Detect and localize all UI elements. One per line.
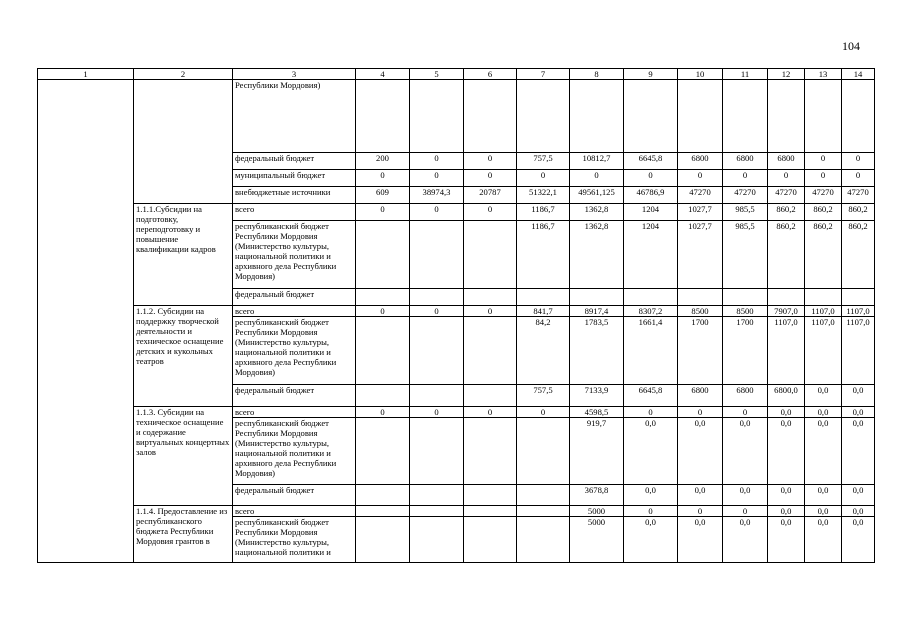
value-cell: 0,0 [842,517,875,563]
value-cell: 0,0 [842,506,875,517]
value-cell [842,80,875,153]
value-cell: 0 [624,170,678,187]
value-cell: 1107,0 [805,306,842,317]
funding-source-cell: всего [233,306,356,317]
funding-source-cell: республиканский бюджет Республики Мордовия (Министерство культуры, национальной политики и архивного дела Республики Мордовия) [233,317,356,385]
funding-source-cell: федеральный бюджет [233,289,356,306]
value-cell: 0 [723,506,768,517]
header-cell: 14 [842,69,875,80]
subsidy-name-cell: 1.1.2. Субсидии на поддержку творческой деятельности и техническое оснащение детских и кукольных театров [134,306,233,407]
value-cell: 1027,7 [678,221,723,289]
value-cell: 0 [410,407,464,418]
value-cell: 0 [570,170,624,187]
table-row [38,80,875,153]
subsidy-name-cell: 1.1.1.Субсидии на подготовку, переподготовку и повышение квалификации кадров [134,204,233,306]
value-cell [356,506,410,517]
header-cell: 7 [517,69,570,80]
value-cell: 1783,5 [570,317,624,385]
value-cell: 49561,125 [570,187,624,204]
funding-source-cell: республиканский бюджет Республики Мордовия (Министерство культуры, национальной политики и [233,517,356,563]
value-cell: 841,7 [517,306,570,317]
value-cell [464,506,517,517]
value-cell: 1107,0 [842,306,875,317]
value-cell: 0,0 [723,418,768,485]
value-cell: 0,0 [624,418,678,485]
subsidy-name-cell: 1.1.4. Предоставление из республиканского бюджета Республики Мордовия грантов в [134,506,233,563]
value-cell: 0,0 [723,517,768,563]
value-cell [624,289,678,306]
header-cell: 10 [678,69,723,80]
value-cell [678,289,723,306]
value-cell: 0,0 [768,517,805,563]
value-cell [356,221,410,289]
value-cell [464,385,517,407]
value-cell: 4598,5 [570,407,624,418]
value-cell: 38974,3 [410,187,464,204]
value-cell: 0,0 [805,418,842,485]
value-cell: 6800 [723,153,768,170]
header-cell: 11 [723,69,768,80]
header-cell: 12 [768,69,805,80]
funding-source-cell: республиканский бюджет Республики Мордовия (Министерство культуры, национальной политики и архивного дела Республики Мордовия) [233,221,356,289]
value-cell: 6645,8 [624,153,678,170]
value-cell: 757,5 [517,153,570,170]
value-cell: 5000 [570,517,624,563]
value-cell: 0,0 [805,385,842,407]
value-cell [410,385,464,407]
value-cell: 985,5 [723,204,768,221]
funding-source-cell: муниципальный бюджет [233,170,356,187]
value-cell: 0 [356,170,410,187]
value-cell: 0 [624,407,678,418]
value-cell: 0 [678,407,723,418]
value-cell: 0 [805,170,842,187]
value-cell: 0,0 [624,517,678,563]
value-cell: 0,0 [842,407,875,418]
funding-source-cell: федеральный бюджет [233,485,356,506]
value-cell [517,418,570,485]
value-cell [410,517,464,563]
value-cell: 6645,8 [624,385,678,407]
value-cell: 0 [464,170,517,187]
value-cell: 47270 [805,187,842,204]
header-cell: 6 [464,69,517,80]
value-cell: 0,0 [768,407,805,418]
header-row [38,69,875,80]
value-cell [356,317,410,385]
value-cell: 200 [356,153,410,170]
value-cell [464,289,517,306]
value-cell [356,80,410,153]
value-cell: 0 [723,170,768,187]
value-cell [410,289,464,306]
value-cell: 0,0 [768,418,805,485]
value-cell: 0 [356,407,410,418]
header-cell: 2 [134,69,233,80]
value-cell: 0 [464,407,517,418]
value-cell: 8500 [723,306,768,317]
value-cell [410,506,464,517]
value-cell: 1107,0 [768,317,805,385]
value-cell [624,80,678,153]
value-cell: 20787 [464,187,517,204]
value-cell: 0 [842,153,875,170]
value-cell: 3678,8 [570,485,624,506]
value-cell: 0 [678,170,723,187]
value-cell: 8307,2 [624,306,678,317]
value-cell: 757,5 [517,385,570,407]
value-cell: 6800 [678,153,723,170]
value-cell: 0,0 [768,485,805,506]
value-cell [517,80,570,153]
value-cell [356,385,410,407]
value-cell [464,485,517,506]
value-cell: 0 [410,170,464,187]
value-cell: 0,0 [624,485,678,506]
value-cell [410,80,464,153]
value-cell [517,289,570,306]
value-cell [410,485,464,506]
header-cell: 4 [356,69,410,80]
value-cell: 0,0 [805,517,842,563]
header-cell: 3 [233,69,356,80]
table-row [38,506,875,517]
value-cell: 0,0 [805,407,842,418]
value-cell [410,418,464,485]
value-cell [842,289,875,306]
value-cell [517,517,570,563]
value-cell [356,418,410,485]
value-cell: 0,0 [842,485,875,506]
value-cell: 47270 [842,187,875,204]
value-cell: 0,0 [678,418,723,485]
value-cell [464,317,517,385]
value-cell [678,80,723,153]
value-cell [517,485,570,506]
value-cell [410,221,464,289]
subsidy-name-cell: 1.1.3. Субсидии на техническое оснащение и содержание виртуальных концертных залов [134,407,233,506]
funding-source-cell: федеральный бюджет [233,153,356,170]
value-cell: 1700 [678,317,723,385]
value-cell: 0 [517,407,570,418]
value-cell: 1107,0 [842,317,875,385]
value-cell: 6800,0 [768,385,805,407]
funding-source-cell: всего [233,407,356,418]
cell-col1 [38,80,134,563]
value-cell: 1186,7 [517,221,570,289]
value-cell: 0,0 [678,517,723,563]
funding-source-cell: внебюджетные источники [233,187,356,204]
value-cell: 1027,7 [678,204,723,221]
value-cell: 860,2 [805,204,842,221]
value-cell [464,221,517,289]
value-cell: 1661,4 [624,317,678,385]
value-cell: 860,2 [768,204,805,221]
value-cell [356,517,410,563]
value-cell: 10812,7 [570,153,624,170]
value-cell: 0 [464,306,517,317]
value-cell: 0 [517,170,570,187]
value-cell [723,80,768,153]
funding-source-cell: республиканский бюджет Республики Мордовия (Министерство культуры, национальной политики и архивного дела Республики Мордовия) [233,418,356,485]
value-cell: 0 [624,506,678,517]
value-cell: 0 [356,204,410,221]
value-cell: 0 [805,153,842,170]
value-cell: 6800 [678,385,723,407]
value-cell: 0,0 [723,485,768,506]
value-cell: 8500 [678,306,723,317]
value-cell: 0,0 [678,485,723,506]
value-cell [410,317,464,385]
budget-table [37,68,875,563]
value-cell [356,485,410,506]
value-cell [805,289,842,306]
value-cell: 0 [410,153,464,170]
value-cell: 0 [464,153,517,170]
table-row [38,407,875,418]
funding-source-cell: федеральный бюджет [233,385,356,407]
value-cell: 46786,9 [624,187,678,204]
value-cell: 919,7 [570,418,624,485]
value-cell: 860,2 [805,221,842,289]
value-cell [464,517,517,563]
value-cell [356,289,410,306]
value-cell: 0 [464,204,517,221]
value-cell: 7907,0 [768,306,805,317]
value-cell [570,289,624,306]
page-number: 104 [842,39,860,53]
table-row [38,306,875,317]
value-cell: 985,5 [723,221,768,289]
value-cell: 47270 [723,187,768,204]
value-cell [768,289,805,306]
value-cell: 0 [842,170,875,187]
value-cell: 0,0 [842,385,875,407]
value-cell [570,80,624,153]
value-cell: 1362,8 [570,204,624,221]
value-cell: 51322,1 [517,187,570,204]
value-cell: 47270 [768,187,805,204]
value-cell: 0,0 [842,418,875,485]
subsidy-name-cell [134,80,233,204]
value-cell: 0 [768,170,805,187]
value-cell [723,289,768,306]
value-cell: 0 [678,506,723,517]
value-cell: 860,2 [842,204,875,221]
value-cell: 8917,4 [570,306,624,317]
value-cell: 860,2 [768,221,805,289]
header-cell: 13 [805,69,842,80]
value-cell [464,418,517,485]
value-cell: 0 [410,306,464,317]
value-cell: 1204 [624,204,678,221]
value-cell: 6800 [768,153,805,170]
value-cell: 860,2 [842,221,875,289]
value-cell: 0 [410,204,464,221]
value-cell: 47270 [678,187,723,204]
value-cell [517,506,570,517]
value-cell: 0,0 [805,485,842,506]
value-cell: 0 [356,306,410,317]
value-cell [464,80,517,153]
value-cell: 1362,8 [570,221,624,289]
value-cell [805,80,842,153]
value-cell: 0 [723,407,768,418]
value-cell: 1186,7 [517,204,570,221]
value-cell [768,80,805,153]
table-row [38,204,875,221]
funding-source-cell: Республики Мордовия) [233,80,356,153]
value-cell: 1700 [723,317,768,385]
value-cell: 6800 [723,385,768,407]
header-cell: 1 [38,69,134,80]
header-cell: 8 [570,69,624,80]
header-cell: 9 [624,69,678,80]
value-cell: 7133,9 [570,385,624,407]
funding-source-cell: всего [233,204,356,221]
funding-source-cell: всего [233,506,356,517]
value-cell: 84,2 [517,317,570,385]
header-cell: 5 [410,69,464,80]
value-cell: 0,0 [805,506,842,517]
value-cell: 5000 [570,506,624,517]
value-cell: 0,0 [768,506,805,517]
value-cell: 609 [356,187,410,204]
value-cell: 1107,0 [805,317,842,385]
value-cell: 1204 [624,221,678,289]
